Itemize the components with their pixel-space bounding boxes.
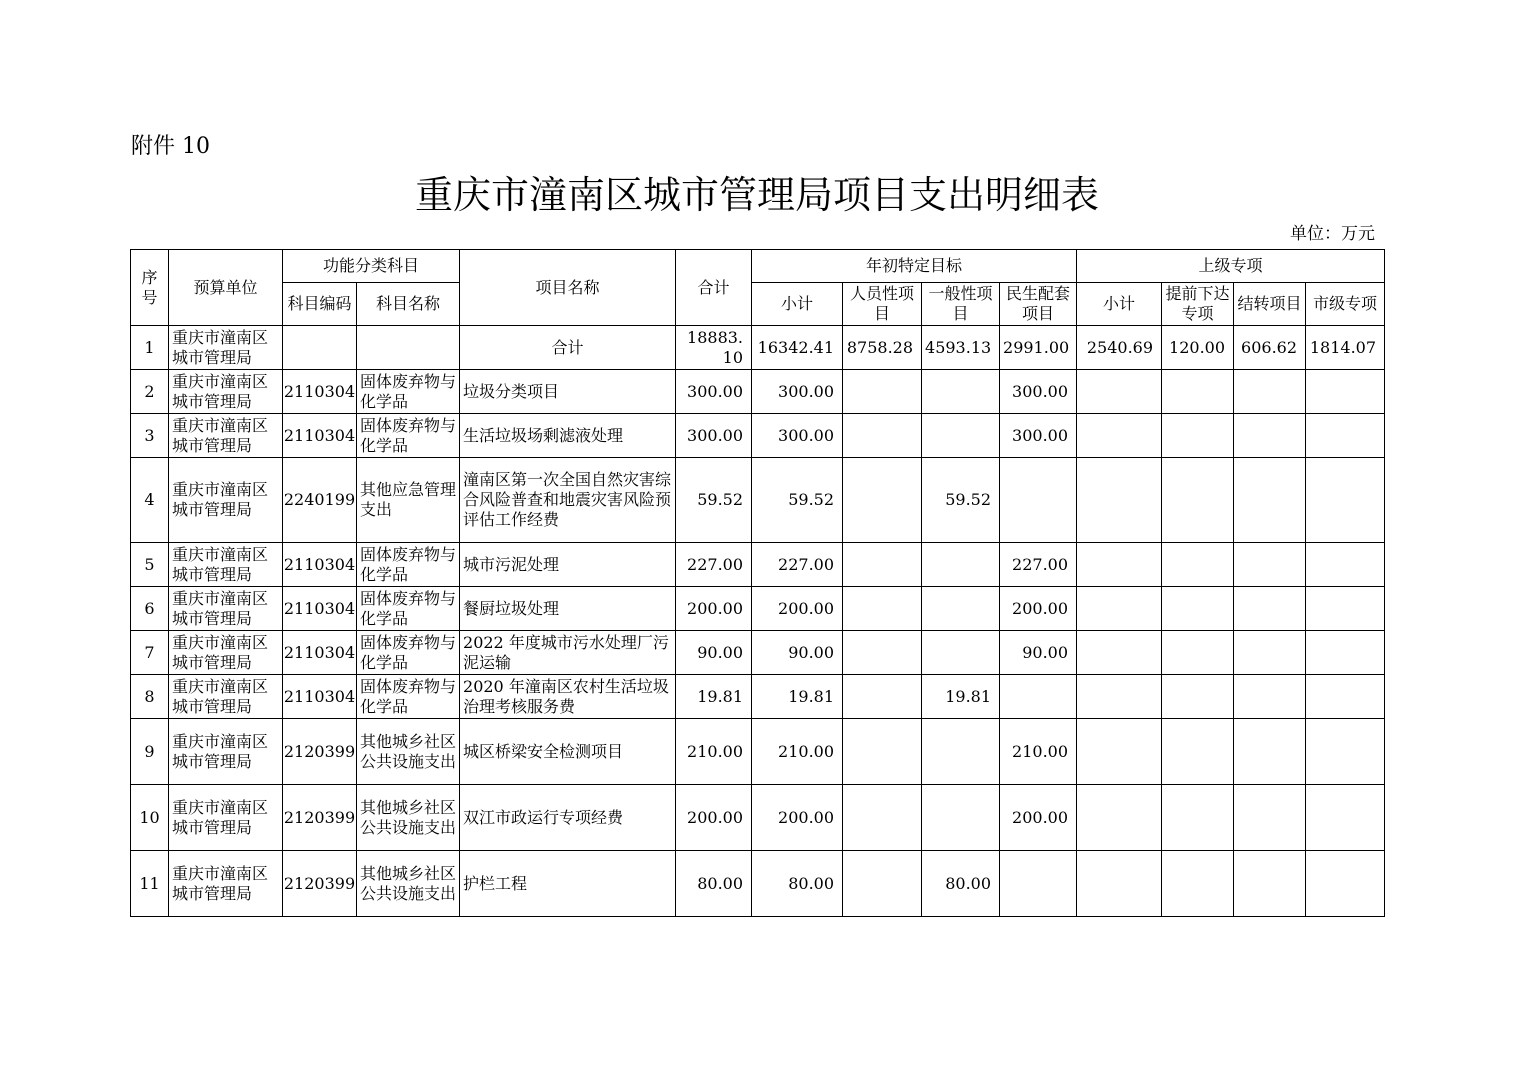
cell-general [922,785,1000,851]
cell-city [1306,414,1385,458]
table-row [131,675,1385,719]
cell-superior-subtotal [1077,458,1162,543]
cell-unit: 重庆市潼南区城市管理局 [169,675,283,719]
header-annual-subtotal: 小计 [752,283,843,326]
cell-unit: 重庆市潼南区城市管理局 [169,719,283,785]
cell-seq: 10 [131,785,169,851]
cell-subject: 固体废弃物与化学品 [357,675,460,719]
cell-subject: 固体废弃物与化学品 [357,543,460,587]
cell-unit: 重庆市潼南区城市管理局 [169,326,283,370]
header-func-group: 功能分类科目 [283,250,460,283]
cell-total: 210.00 [676,719,752,785]
header-superior-subtotal: 小计 [1077,283,1162,326]
table-row [131,543,1385,587]
cell-seq: 1 [131,326,169,370]
header-code: 科目编码 [283,283,357,326]
cell-annual-subtotal: 16342.41 [752,326,843,370]
table-header [131,250,1385,326]
cell-livelihood: 300.00 [1000,370,1077,414]
table-row [131,719,1385,785]
cell-annual-subtotal: 300.00 [752,370,843,414]
table-row [131,370,1385,414]
cell-city: 1814.07 [1306,326,1385,370]
cell-livelihood [1000,851,1077,917]
cell-project: 生活垃圾场剩滤液处理 [460,414,676,458]
table-row [131,631,1385,675]
table-row [131,851,1385,917]
header-annual-group: 年初特定目标 [752,250,1077,283]
cell-carryover [1234,719,1306,785]
cell-city [1306,370,1385,414]
cell-project: 合计 [460,326,676,370]
cell-carryover: 606.62 [1234,326,1306,370]
cell-superior-subtotal [1077,785,1162,851]
cell-livelihood: 2991.00 [1000,326,1077,370]
cell-project: 护栏工程 [460,851,676,917]
table-row [131,458,1385,543]
cell-annual-subtotal: 59.52 [752,458,843,543]
header-personnel: 人员性项目 [843,283,922,326]
cell-code: 2110304 [283,370,357,414]
cell-livelihood: 200.00 [1000,587,1077,631]
cell-total: 18883.10 [676,326,752,370]
cell-city [1306,785,1385,851]
cell-city [1306,631,1385,675]
cell-code: 2110304 [283,675,357,719]
cell-unit: 重庆市潼南区城市管理局 [169,370,283,414]
cell-annual-subtotal: 227.00 [752,543,843,587]
cell-superior-subtotal [1077,543,1162,587]
cell-personnel [843,543,922,587]
cell-advance [1162,370,1234,414]
cell-carryover [1234,631,1306,675]
cell-advance: 120.00 [1162,326,1234,370]
cell-advance [1162,414,1234,458]
cell-personnel: 8758.28 [843,326,922,370]
table-row [131,785,1385,851]
cell-code: 2120399 [283,719,357,785]
header-project: 项目名称 [460,250,676,326]
cell-city [1306,851,1385,917]
cell-total: 90.00 [676,631,752,675]
cell-livelihood [1000,675,1077,719]
cell-unit: 重庆市潼南区城市管理局 [169,587,283,631]
cell-carryover [1234,543,1306,587]
cell-livelihood: 300.00 [1000,414,1077,458]
cell-superior-subtotal: 2540.69 [1077,326,1162,370]
cell-subject: 固体废弃物与化学品 [357,370,460,414]
header-unit: 预算单位 [169,250,283,326]
cell-project: 2022 年度城市污水处理厂污泥运输 [460,631,676,675]
cell-annual-subtotal: 90.00 [752,631,843,675]
cell-carryover [1234,587,1306,631]
cell-code: 2240199 [283,458,357,543]
cell-subject: 其他城乡社区公共设施支出 [357,785,460,851]
cell-general [922,587,1000,631]
cell-unit: 重庆市潼南区城市管理局 [169,458,283,543]
cell-advance [1162,785,1234,851]
table-row [131,414,1385,458]
cell-carryover [1234,851,1306,917]
cell-superior-subtotal [1077,587,1162,631]
cell-carryover [1234,370,1306,414]
cell-city [1306,675,1385,719]
cell-livelihood: 227.00 [1000,543,1077,587]
cell-general [922,719,1000,785]
cell-city [1306,719,1385,785]
cell-unit: 重庆市潼南区城市管理局 [169,543,283,587]
header-subject: 科目名称 [357,283,460,326]
cell-annual-subtotal: 200.00 [752,587,843,631]
header-livelihood: 民生配套项目 [1000,283,1077,326]
cell-personnel [843,675,922,719]
cell-subject: 固体废弃物与化学品 [357,587,460,631]
cell-carryover [1234,785,1306,851]
header-carryover: 结转项目 [1234,283,1306,326]
cell-project: 2020 年潼南区农村生活垃圾治理考核服务费 [460,675,676,719]
cell-city [1306,543,1385,587]
cell-superior-subtotal [1077,370,1162,414]
cell-subject [357,326,460,370]
header-advance: 提前下达专项 [1162,283,1234,326]
cell-city [1306,458,1385,543]
cell-project: 城市污泥处理 [460,543,676,587]
cell-city [1306,587,1385,631]
header-general: 一般性项目 [922,283,1000,326]
header-total: 合计 [676,250,752,326]
cell-general [922,414,1000,458]
cell-seq: 9 [131,719,169,785]
cell-personnel [843,370,922,414]
header-seq: 序号 [131,250,169,326]
cell-carryover [1234,458,1306,543]
cell-annual-subtotal: 210.00 [752,719,843,785]
cell-project: 双江市政运行专项经费 [460,785,676,851]
cell-general [922,543,1000,587]
cell-code: 2110304 [283,414,357,458]
cell-personnel [843,631,922,675]
cell-seq: 3 [131,414,169,458]
cell-personnel [843,587,922,631]
cell-superior-subtotal [1077,719,1162,785]
cell-subject: 其他城乡社区公共设施支出 [357,719,460,785]
cell-annual-subtotal: 19.81 [752,675,843,719]
expenditure-table [130,249,1385,917]
table-row [131,326,1385,370]
cell-code [283,326,357,370]
cell-total: 200.00 [676,587,752,631]
cell-project: 城区桥梁安全检测项目 [460,719,676,785]
unit-label: 单位：万元 [1290,224,1375,244]
cell-general: 19.81 [922,675,1000,719]
cell-carryover [1234,414,1306,458]
cell-unit: 重庆市潼南区城市管理局 [169,631,283,675]
cell-livelihood: 200.00 [1000,785,1077,851]
cell-total: 227.00 [676,543,752,587]
cell-superior-subtotal [1077,631,1162,675]
cell-seq: 7 [131,631,169,675]
cell-personnel [843,851,922,917]
cell-superior-subtotal [1077,675,1162,719]
cell-annual-subtotal: 300.00 [752,414,843,458]
cell-code: 2110304 [283,631,357,675]
cell-superior-subtotal [1077,414,1162,458]
cell-personnel [843,414,922,458]
cell-general: 4593.13 [922,326,1000,370]
cell-advance [1162,631,1234,675]
cell-personnel [843,785,922,851]
cell-advance [1162,543,1234,587]
cell-total: 200.00 [676,785,752,851]
cell-general: 59.52 [922,458,1000,543]
cell-subject: 固体废弃物与化学品 [357,631,460,675]
cell-total: 19.81 [676,675,752,719]
header-superior-group: 上级专项 [1077,250,1385,283]
cell-personnel [843,719,922,785]
cell-livelihood: 210.00 [1000,719,1077,785]
cell-seq: 5 [131,543,169,587]
cell-seq: 2 [131,370,169,414]
cell-seq: 11 [131,851,169,917]
cell-unit: 重庆市潼南区城市管理局 [169,851,283,917]
header-city: 市级专项 [1306,283,1385,326]
cell-seq: 8 [131,675,169,719]
attachment-label: 附件 10 [131,134,210,159]
cell-advance [1162,719,1234,785]
cell-project: 垃圾分类项目 [460,370,676,414]
cell-advance [1162,851,1234,917]
cell-unit: 重庆市潼南区城市管理局 [169,414,283,458]
cell-seq: 6 [131,587,169,631]
table-body [131,326,1385,917]
cell-unit: 重庆市潼南区城市管理局 [169,785,283,851]
cell-project: 潼南区第一次全国自然灾害综合风险普查和地震灾害风险预评估工作经费 [460,458,676,543]
cell-advance [1162,675,1234,719]
cell-seq: 4 [131,458,169,543]
cell-subject: 其他应急管理支出 [357,458,460,543]
cell-general: 80.00 [922,851,1000,917]
cell-annual-subtotal: 80.00 [752,851,843,917]
cell-subject: 其他城乡社区公共设施支出 [357,851,460,917]
cell-livelihood [1000,458,1077,543]
cell-total: 59.52 [676,458,752,543]
table-row [131,587,1385,631]
cell-code: 2110304 [283,543,357,587]
cell-carryover [1234,675,1306,719]
cell-code: 2120399 [283,785,357,851]
cell-superior-subtotal [1077,851,1162,917]
cell-total: 300.00 [676,370,752,414]
cell-project: 餐厨垃圾处理 [460,587,676,631]
cell-general [922,370,1000,414]
cell-advance [1162,587,1234,631]
cell-total: 80.00 [676,851,752,917]
page-title: 重庆市潼南区城市管理局项目支出明细表 [414,173,1099,217]
cell-livelihood: 90.00 [1000,631,1077,675]
cell-general [922,631,1000,675]
cell-total: 300.00 [676,414,752,458]
cell-annual-subtotal: 200.00 [752,785,843,851]
cell-code: 2110304 [283,587,357,631]
cell-code: 2120399 [283,851,357,917]
cell-subject: 固体废弃物与化学品 [357,414,460,458]
cell-advance [1162,458,1234,543]
cell-personnel [843,458,922,543]
